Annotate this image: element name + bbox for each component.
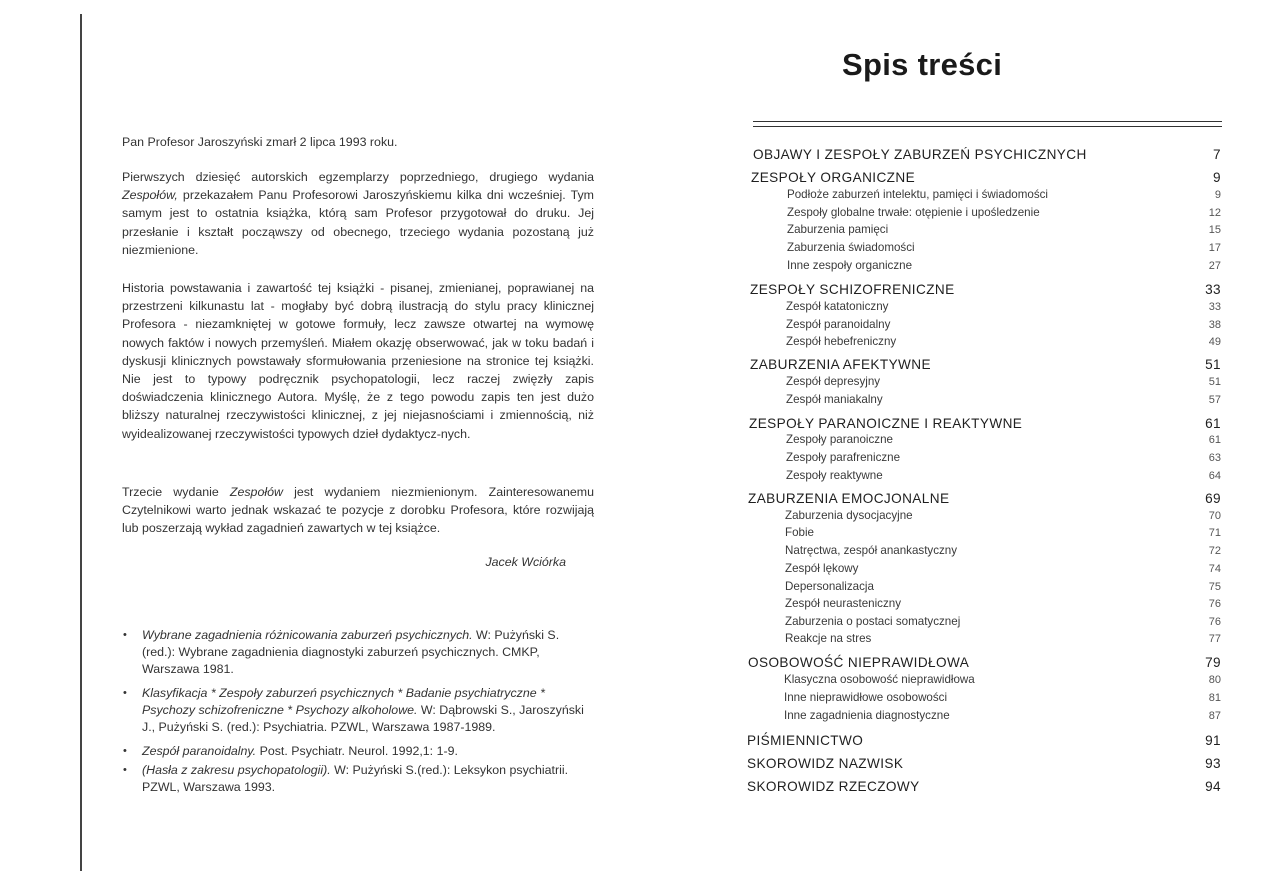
toc-entry-label: OBJAWY I ZESPOŁY ZABURZEŃ PSYCHICZNYCH <box>753 147 1087 162</box>
toc-entry-label: Zespoły globalne trwałe: otępienie i upośledzenie <box>787 206 1040 219</box>
toc-page-number: 69 <box>1205 491 1221 506</box>
toc-entry-label: ZABURZENIA AFEKTYWNE <box>750 357 931 372</box>
toc-page-number: 75 <box>1208 581 1221 593</box>
bullet-icon: • <box>123 764 127 776</box>
toc-section-row <box>785 526 1221 539</box>
footnote-title: (Hasła z zakresu psychopatologii). <box>142 763 331 777</box>
p3-text-before: Trzecie wydanie <box>122 485 230 499</box>
toc-section-row <box>785 509 1221 522</box>
footnote-source: Post. Psychiatr. Neurol. 1992,1: 1-9. <box>256 744 458 758</box>
toc-section-row <box>786 318 1221 331</box>
toc-chapter-row <box>749 416 1221 431</box>
toc-page-number: 33 <box>1208 301 1221 313</box>
toc-section-row <box>787 259 1221 272</box>
toc-entry-label: SKOROWIDZ NAZWISK <box>747 756 904 771</box>
toc-page-number: 9 <box>1213 170 1221 185</box>
toc-page-number: 61 <box>1208 434 1221 446</box>
footnote-source: W: Dąbrowski S., Jaroszyński J., Pużyński S. (red.): Psychiatria. PZWL, Warszawa 1987-1989. <box>142 703 584 734</box>
toc-section-row <box>784 691 1221 704</box>
p1-text-before: Pierwszych dziesięć autorskich egzemplarzy poprzedniego, drugiego wydania <box>122 170 594 184</box>
toc-page-number: 63 <box>1208 452 1221 464</box>
toc-entry-label: PIŚMIENNICTWO <box>747 733 864 748</box>
toc-section-row <box>786 451 1221 464</box>
toc-entry-label: SKOROWIDZ RZECZOWY <box>747 779 920 794</box>
footnote-title: Zespół paranoidalny. <box>142 744 257 758</box>
toc-page-number: 27 <box>1208 260 1221 272</box>
toc-entry-label: Zespół hebefreniczny <box>786 335 897 348</box>
toc-entry-label: Zespół katatoniczny <box>786 300 889 313</box>
toc-chapter-row <box>748 491 1221 506</box>
toc-page-number: 17 <box>1208 242 1221 254</box>
toc-page-number: 38 <box>1208 319 1221 331</box>
toc-chapter-row <box>753 147 1221 162</box>
toc-entry-label: ZESPOŁY SCHIZOFRENICZNE <box>750 282 955 297</box>
p3-italic-title: Zespołów <box>229 485 283 499</box>
toc-section-row <box>786 469 1221 482</box>
toc-section-row <box>784 673 1221 686</box>
toc-entry-label: Zespół neurasteniczny <box>785 597 901 610</box>
toc-entry-label: ZABURZENIA EMOCJONALNE <box>748 491 950 506</box>
p1-text-after: przekazałem Panu Profesorowi Jaroszyńskiemu kilka dni wcześniej. Tym samym jest to ostatnia książka, którą sam Profesor przygotował do druku. Jej przesłanie i kształt począwszy od obecnego, trzeciego wydania pozostaną już niezmienione. <box>122 188 594 257</box>
toc-entry-label: Zespół paranoidalny <box>786 318 891 331</box>
toc-entry-label: Klasyczna osobowość nieprawidłowa <box>784 673 975 686</box>
toc-entry-label: Podłoże zaburzeń intelektu, pamięci i świadomości <box>787 188 1048 201</box>
toc-page-number: 74 <box>1208 563 1221 575</box>
toc-entry-label: Zespoły reaktywne <box>786 469 883 482</box>
toc-section-row <box>787 188 1221 201</box>
toc-entry-label: Inne zagadnienia diagnostyczne <box>784 709 950 722</box>
footnote-title: Klasyfikacja * Zespoły zaburzeń psychicznych * Badanie psychiatryczne * Psychozy schizofreniczne * Psychozy alkoholowe. <box>142 686 545 717</box>
toc-page-number: 81 <box>1208 692 1221 704</box>
toc-page-number: 76 <box>1208 616 1221 628</box>
toc-section-row <box>786 393 1221 406</box>
toc-title: Spis treści <box>842 47 1003 82</box>
toc-page-number: 64 <box>1208 470 1221 482</box>
toc-page-number: 9 <box>1214 189 1221 201</box>
toc-section-row <box>785 544 1221 557</box>
toc-section-row <box>786 300 1221 313</box>
toc-entry-label: ZESPOŁY ORGANICZNE <box>751 170 916 185</box>
toc-page-number: 76 <box>1208 598 1221 610</box>
toc-section-row <box>786 375 1221 388</box>
toc-section-row <box>785 580 1221 593</box>
toc-page-number: 72 <box>1208 545 1221 557</box>
toc-section-row <box>787 206 1221 219</box>
toc-page-number: 33 <box>1205 282 1221 297</box>
toc-entry-label: Zaburzenia o postaci somatycznej <box>785 615 961 628</box>
toc-chapter-row <box>751 170 1221 185</box>
toc-entry-label: Zaburzenia dysocjacyjne <box>785 509 913 522</box>
toc-page-number: 80 <box>1208 674 1221 686</box>
toc-entry-label: Zespół lękowy <box>785 562 859 575</box>
footnote-title: Wybrane zagadnienia różnicowania zaburzeń psychicznych. <box>142 628 473 642</box>
toc-page-number: 49 <box>1208 336 1221 348</box>
toc-entry-label: Natręctwa, zespół anankastyczny <box>785 544 958 557</box>
toc-page-number: 94 <box>1205 779 1221 794</box>
toc-page-number: 79 <box>1205 655 1221 670</box>
bullet-icon: • <box>123 687 127 699</box>
footnote-source: W: Pużyński S.(red.): Leksykon psychiatrii. PZWL, Warszawa 1993. <box>142 763 569 794</box>
toc-section-row <box>785 632 1221 645</box>
toc-page-number: 71 <box>1208 527 1221 539</box>
toc-chapter-row <box>747 756 1221 771</box>
bullet-icon: • <box>123 745 127 757</box>
p3-text-after: jest wydaniem niezmienionym. Zainteresowanemu Czytelnikowi warto jednak wskazać te pozycje z dorobku Profesora, które rozwijają lub poszerzają wykład zagadnień zawartych w tej książce. <box>122 485 594 536</box>
toc-section-row <box>786 335 1221 348</box>
toc-section-row <box>787 241 1221 254</box>
toc-page-number: 77 <box>1208 633 1221 645</box>
toc-entry-label: Depersonalizacja <box>785 580 874 593</box>
death-note: Pan Profesor Jaroszyński zmarł 2 lipca 1993 roku. <box>122 135 398 149</box>
toc-chapter-row <box>748 655 1221 670</box>
toc-entry-label: ZESPOŁY PARANOICZNE I REAKTYWNE <box>749 416 1023 431</box>
toc-entry-label: Zespoły parafreniczne <box>786 451 901 464</box>
toc-page-number: 15 <box>1208 224 1221 236</box>
toc-chapter-row <box>747 733 1221 748</box>
toc-entry-label: Zaburzenia pamięci <box>787 223 889 236</box>
toc-page-number: 57 <box>1208 394 1221 406</box>
toc-chapter-row <box>747 779 1221 794</box>
toc-page-number: 12 <box>1208 207 1221 219</box>
toc-page-number: 7 <box>1213 147 1221 162</box>
toc-entry-label: Zespół maniakalny <box>786 393 883 406</box>
toc-page-number: 70 <box>1208 510 1221 522</box>
toc-page-number: 91 <box>1205 733 1221 748</box>
toc-entry-label: Reakcje na stres <box>785 632 872 645</box>
toc-chapter-row <box>750 282 1221 297</box>
toc-page-number: 51 <box>1208 376 1221 388</box>
toc-entry-label: Fobie <box>785 526 815 539</box>
p1-italic-title: Zespołów, <box>122 188 178 203</box>
toc-section-row <box>785 562 1221 575</box>
toc-entry-label: Inne nieprawidłowe osobowości <box>784 691 948 704</box>
toc-entry-label: Zaburzenia świadomości <box>787 241 915 254</box>
footnote-source: W: Pużyński S. (red.): Wybrane zagadnienia diagnostyki zaburzeń psychicznych. CMKP, Warszawa 1981. <box>142 628 560 676</box>
bullet-icon: • <box>123 629 127 641</box>
toc-section-row <box>785 597 1221 610</box>
toc-entry-label: OSOBOWOŚĆ NIEPRAWIDŁOWA <box>748 655 970 670</box>
toc-entry-label: Zespoły paranoiczne <box>786 433 893 446</box>
toc-section-row <box>786 433 1221 446</box>
toc-entry-label: Inne zespoły organiczne <box>787 259 913 272</box>
toc-section-row <box>784 709 1221 722</box>
toc-page-number: 93 <box>1205 756 1221 771</box>
toc-section-row <box>785 615 1221 628</box>
toc-page-number: 51 <box>1205 357 1221 372</box>
toc-entry-label: Zespół depresyjny <box>786 375 881 388</box>
toc-section-row <box>787 223 1221 236</box>
author-signature: Jacek Wciórka <box>485 555 566 569</box>
paragraph-history: Historia powstawania i zawartość tej książki - pisanej, zmienianej, poprawianej na przestrzeni kilkunastu lat - mogłaby być dobrą ilustracją do stylu pracy klinicznej Profesora - niezamkniętej w gotowe formuły, lecz zawsze otwartej na wymowę nowych faktów i nowych przemyśleń. Miałem okazję obserwować, jak w toku badań i dyskusji klinicznych powstawały sformułowania przeniesione na stronice tej książki. Nie jest to typowy podręcznik psychopatologii, lecz raczej zwięzły zapis doświadczenia klinicznego Autora. Myślę, że z tego powodu zapis ten jest dużo bliższy naturalnej rzeczywistości klinicznej, z jej niejasnościami i zmiennością, niż wyidealizowanej rzeczywistości typowych dzieł dydaktycz-nych. <box>122 281 594 441</box>
toc-page-number: 87 <box>1208 710 1221 722</box>
toc-page-number: 61 <box>1205 416 1221 431</box>
toc-chapter-row <box>750 357 1221 372</box>
